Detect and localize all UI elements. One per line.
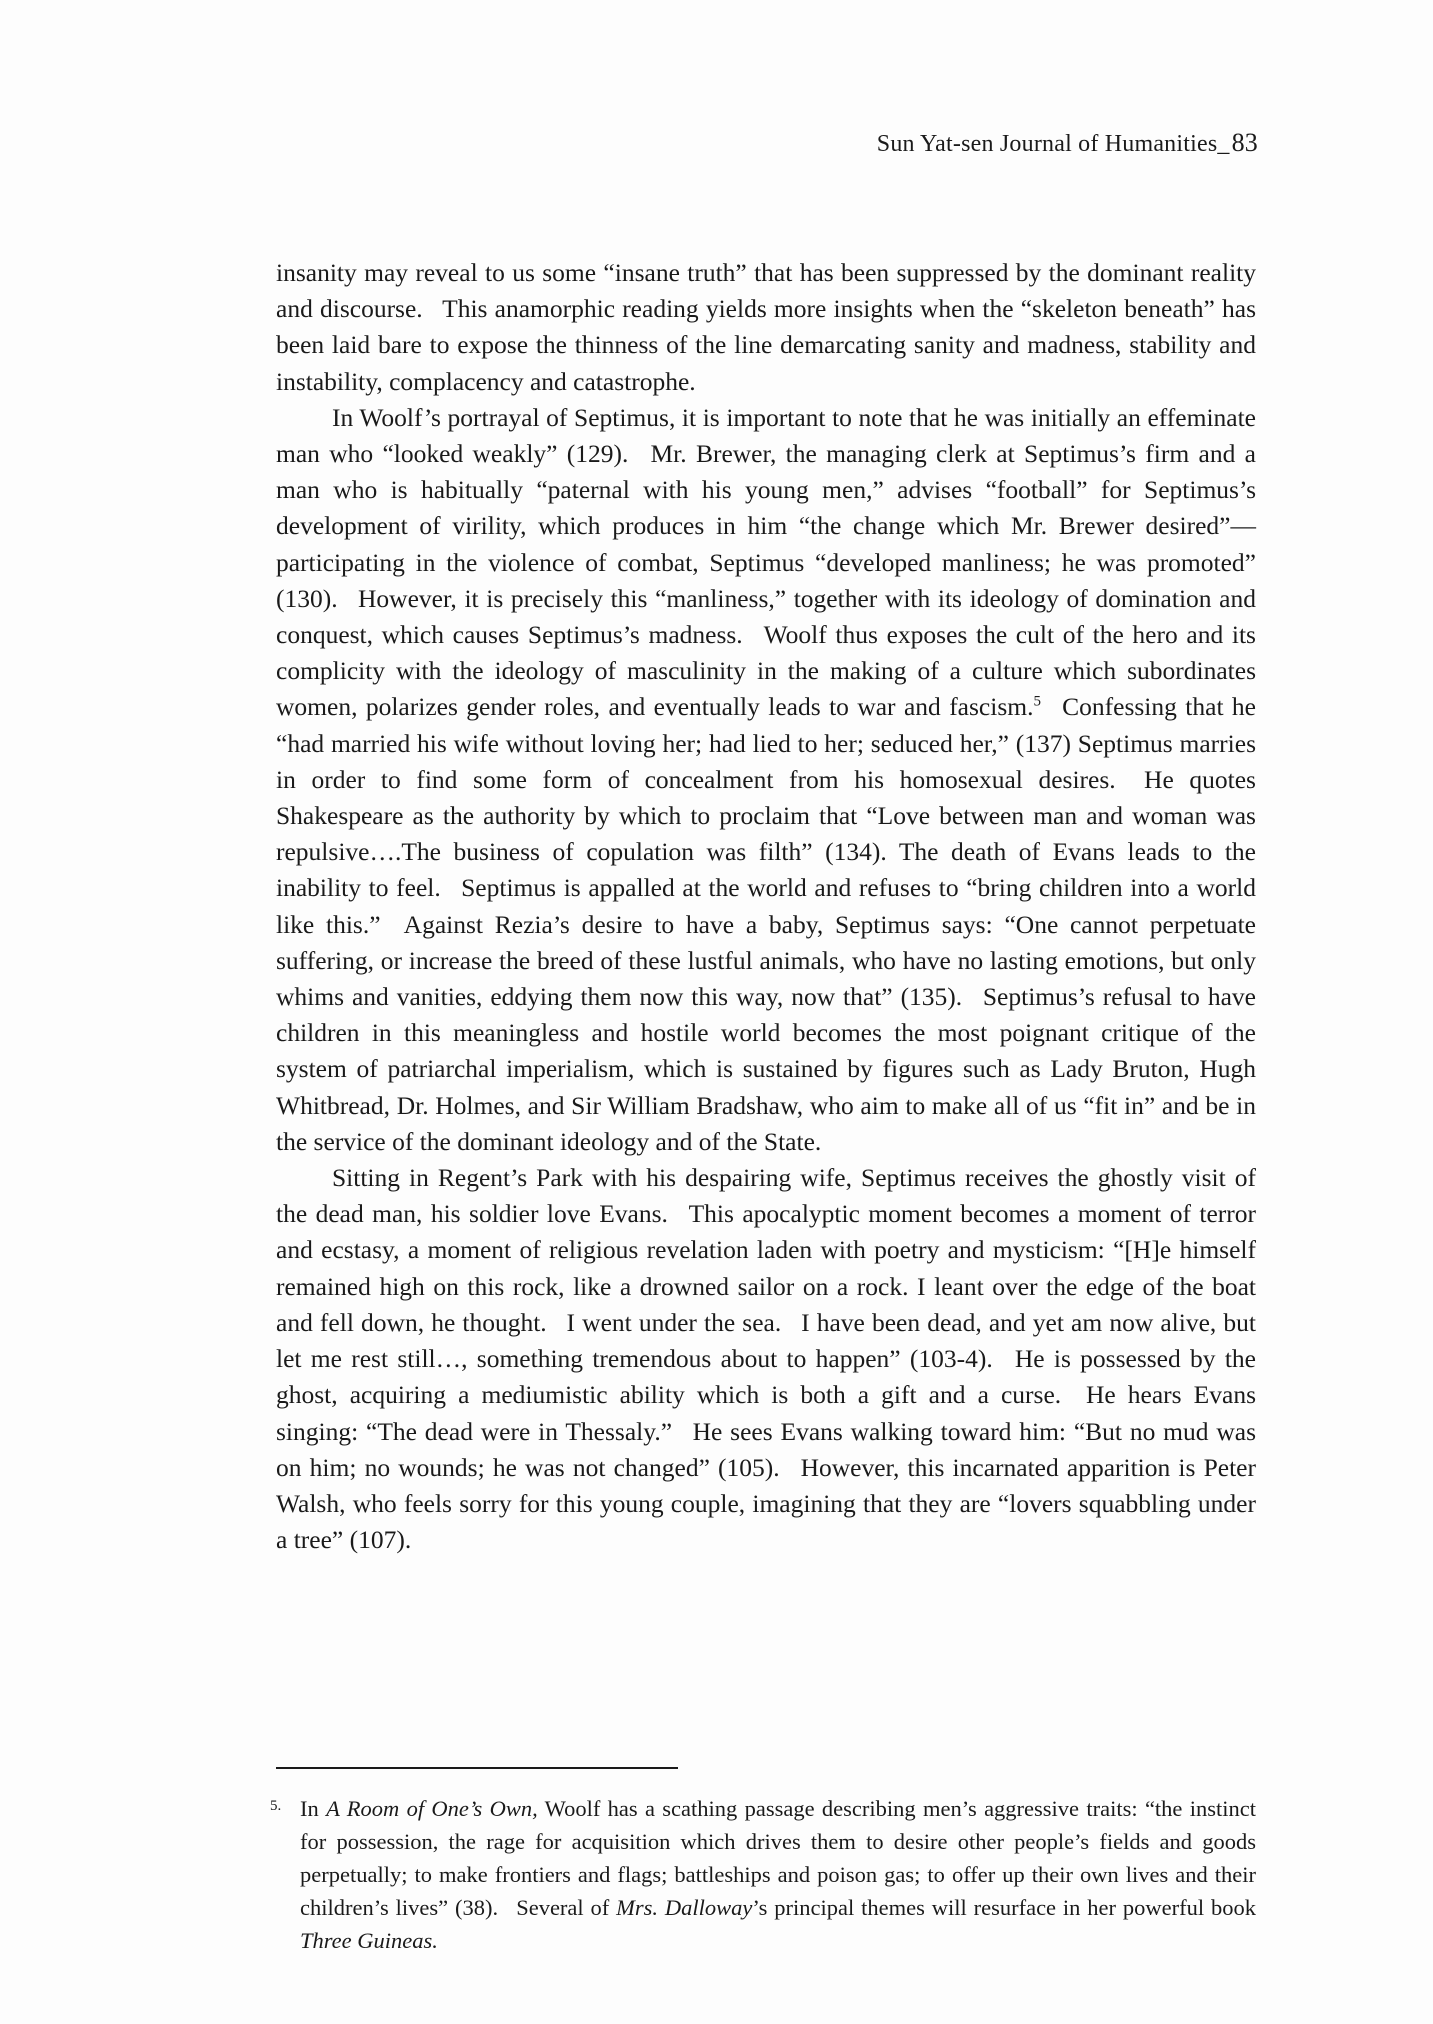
- paragraph-text: In Woolf’s portrayal of Septimus, it is important to note that he was initially an effeminate man who “looked weakly” (129). Mr. Brewer, the managing clerk at Septimus’s firm and a man who is habitually “paternal with his young men,” advises “football” for Septimus’s development of virility, which produces in him “the change which Mr. Brewer desired”—participating in the violence of combat, Septimus “developed manliness; he was promoted” (130). However, it is precisely this “manliness,” together with its ideology of domination and conquest, which causes Septimus’s madness. Woolf thus exposes the cult of the hero and its complicity with the ideology of masculinity in the making of a culture which subordinates women, polarizes gender roles, and eventually leads to war and fascism.: [276, 402, 1256, 722]
- italic-title: Mrs. Dalloway: [616, 1895, 753, 1920]
- italic-title: Three Guineas.: [300, 1928, 438, 1953]
- paragraph-text: Confessing that he “had married his wife without loving her; had lied to her; seduced her,” (137) Septimus marries in order to find some form of concealment from his homosexual desires. He quotes Shakespeare as the authority by which to proclaim that “Love between man and woman was repulsive….The business of copulation was filth” (134). The death of Evans leads to the inability to feel. Septimus is appalled at the world and refuses to “bring children into a world like this.” Against Rezia’s desire to have a baby, Septimus says: “One cannot perpetuate suffering, or increase the breed of these lustful animals, who have no lasting emotions, but only whims and vanities, eddying them now this way, now that” (135). Septimus’s refusal to have children in this meaningless and hostile world becomes the most poignant critique of the system of patriarchal imperialism, which is sustained by figures such as Lady Bruton, Hugh Whitbread, Dr. Holmes, and Sir William Bradshaw, who aim to make all of us “fit in” and be in the service of the dominant ideology and of the State.: [276, 692, 1257, 1156]
- footnote-reference: 5: [1033, 693, 1041, 710]
- body-paragraph: [276, 255, 1256, 400]
- footnote-marker: 5.: [270, 1798, 282, 1814]
- running-header: [877, 128, 1258, 158]
- journal-title: Sun Yat-sen Journal of Humanities_: [876, 131, 1230, 157]
- footnote-text: Woolf has a scathing passage describing men’s aggressive traits: “the instinct for possession, the rage for acquisition which drives them to desire other people’s fields and goods perpetually; to make frontiers and flags; battleships and poison gas; to offer up their own lives and their children’s lives” (38). Several of: [300, 1796, 1256, 1920]
- body-paragraph: [276, 1160, 1256, 1558]
- italic-title: A Room of One’s Own,: [326, 1796, 538, 1821]
- footnote-text: ’s principal themes will resurface in her powerful book: [752, 1895, 1256, 1920]
- footnote: [270, 1790, 1256, 1957]
- footnote-separator: [276, 1767, 678, 1769]
- body-paragraph: [276, 400, 1256, 1160]
- main-text: [276, 255, 1256, 1558]
- paragraph-text: insanity may reveal to us some “insane truth” that has been suppressed by the dominant reality and discourse. This anamorphic reading yields more insights when the “skeleton beneath” has been laid bare to expose the thinness of the line demarcating sanity and madness, stability and instability, complacency and catastrophe.: [276, 258, 1256, 396]
- page-number: 83: [1231, 128, 1258, 157]
- footnote-text: In: [300, 1796, 327, 1821]
- footnotes-section: [270, 1790, 1256, 1957]
- paragraph-text: Sitting in Regent’s Park with his despairing wife, Septimus receives the ghostly visit of the dead man, his soldier love Evans. This apocalyptic moment becomes a moment of terror and ecstasy, a moment of religious revelation laden with poetry and mysticism: “[H]e himself remained high on this rock, like a drowned sailor on a rock. I leant over the edge of the boat and fell down, he thought. I went under the sea. I have been dead, and yet am now alive, but let me rest still…, something tremendous about to happen” (103-4). He is possessed by the ghost, acquiring a mediumistic ability which is both a gift and a curse. He hears Evans singing: “The dead were in Thessaly.” He sees Evans walking toward him: “But no mud was on him; no wounds; he was not changed” (105). However, this incarnated apparition is Peter Walsh, who feels sorry for this young couple, imagining that they are “lovers squabbling under a tree” (107).: [276, 1163, 1256, 1555]
